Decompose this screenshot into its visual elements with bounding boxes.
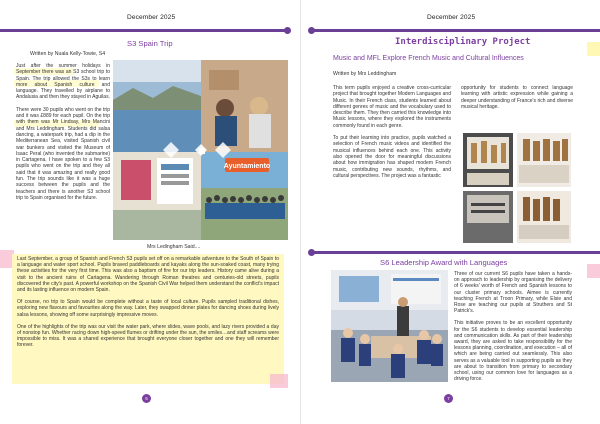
section-body [454, 271, 572, 388]
paragraph: Last September, a group of Spanish and French S3 pupils set off on a remarkable adventure to the South of Spain to a language and water sport school. Pupils braved paddleboards and kayaks along the sun-soaked coast, many trying these activities for the very first time. This was also a baptism of fire for our trip leaders. History came alive during a visit to the ancient ruins of Cartagena. Wandering through Roman theatres and centuries-old streets, pupils discovered the city's past. A powerful workshop on the Spanish Civil War helped them understand the conflict's impact and its lasting influence on modern Spain. [17, 256, 279, 294]
right-page [300, 0, 600, 424]
paragraph: There were 30 pupils who went on the trip and it was £889 for each pupil. On the trip with them was Mr Lindsay, Mrs Mancini and Mrs Leddingham. Students did salsa dancing, a waterpark trip, had a dip in the Mediterranean Sea, visited Spanish civil war bunkers and visited the Museum of Isaac Peral (who invented the submarine) in Cartagena. I have spoken to a few S3 pupils who went on the trip and they all said that it was amazing and really good fun. The trip sounds like it was a huge success between the pupils and the teachers and there is another S3 school trip to Spain organised for the future. [16, 106, 110, 201]
page-date: December 2025 [127, 14, 176, 21]
decorative-tape [587, 264, 600, 278]
section-title: S6 Leadership Award with Languages [380, 258, 508, 267]
decorative-tape [587, 42, 600, 56]
paragraph: opportunity for students to connect language learning with artistic expression while gaining a deeper understanding of France's rich and diverse musical heritage. [461, 85, 573, 110]
section-rule [311, 251, 600, 254]
photo-banner-text: Ayuntamiento [223, 163, 271, 170]
article-title: S3 Spain Trip [127, 39, 173, 48]
page-number: 6 [142, 394, 151, 403]
quote-text [17, 256, 279, 355]
header-rule [311, 29, 600, 32]
article-body-col2 [461, 85, 573, 116]
paragraph: This term pupils enjoyed a creative cross-curricular project that brought together Modern Languages and Music. In their French class, students learned about different genres of music and the vocabulary used to describe them. They then carried this knowledge into Music lessons, where they explored the instruments commonly found in each genre. [333, 85, 451, 129]
music-project-photos [461, 131, 573, 245]
paragraph: To put their learning into practice, pupils watched a selection of French music videos and identified the musical influences behind each one. This activity also opened the door for meaningful discussions about how immigration has shaped modern French music, contributing new sounds, rhythms, and cultural perspectives. The project was a fantastic [333, 135, 451, 179]
decorative-tape [270, 374, 288, 388]
article-title: Interdisciplinary Project [395, 37, 531, 47]
page-date: December 2025 [427, 14, 476, 21]
trip-photo-collage [113, 60, 288, 240]
collage-image [113, 60, 288, 240]
paragraph: This initiative proves to be an excellent opportunity for the S6 students to develop essential leadership and communication skills. As part of their leadership award, they are asked to take responsibility for the lessons planning, coordination, and execution – all of which are being carried out seamlessly. This also serves as a valuable tool in supporting pupils as they are about to transition from primary to secondary school, using our common love for languages as a driving force. [454, 320, 572, 383]
classroom-image [331, 270, 448, 382]
paragraph: Three of our current S6 pupils have taken a hands-on approach to leadership by organising the delivery of 6 weeks' worth of French and Spanish lessons to our cluster primary schools. Aimee is currently teaching French at Troon Primary, while Elsie and Rose are teaching our pupils at Struthers and St Patrick's. [454, 271, 572, 315]
article-byline: Written by Nuala Kelly-Towie, S4 [30, 51, 106, 57]
paragraph: Of course, no trip to Spain would be complete without a taste of local culture. Pupils sampled traditional dishes, exploring new flavours and favourites along the way. Later, they swapped dinner plates for dancing shoes during lively salsa lessons, showing off some surprisingly impressive moves. [17, 299, 279, 318]
page-number: 7 [444, 394, 453, 403]
classroom-photo [331, 270, 448, 382]
paragraph: Just after the summer holidays in September there was an S3 school trip to Spain. The trip allowed the S3s to learn more about Spanish culture and language. They travelled by airplane to Andalusia and then they stayed in Aguilas. [16, 63, 110, 101]
music-photo-image [461, 131, 573, 245]
article-byline: Written by Mrs Leddingham [333, 71, 397, 77]
paragraph: One of the highlights of the trip was our visit the water park, where slides, wave pools, and lazy rivers provided a day of nonstop fun. Whether racing down high-speed flumes or drifting under the sun, the smiles…and staff screams were impossible to miss. It was a shared experience that brought everyone closer together and one they will remember forever. [17, 323, 279, 349]
quote-caption: Mrs Ledingham Said.... [147, 244, 201, 250]
header-rule [0, 29, 288, 32]
article-subtitle: Music and MFL Explore French Music and Cultural Influences [333, 55, 524, 62]
article-body [333, 85, 451, 185]
article-body [16, 63, 110, 207]
